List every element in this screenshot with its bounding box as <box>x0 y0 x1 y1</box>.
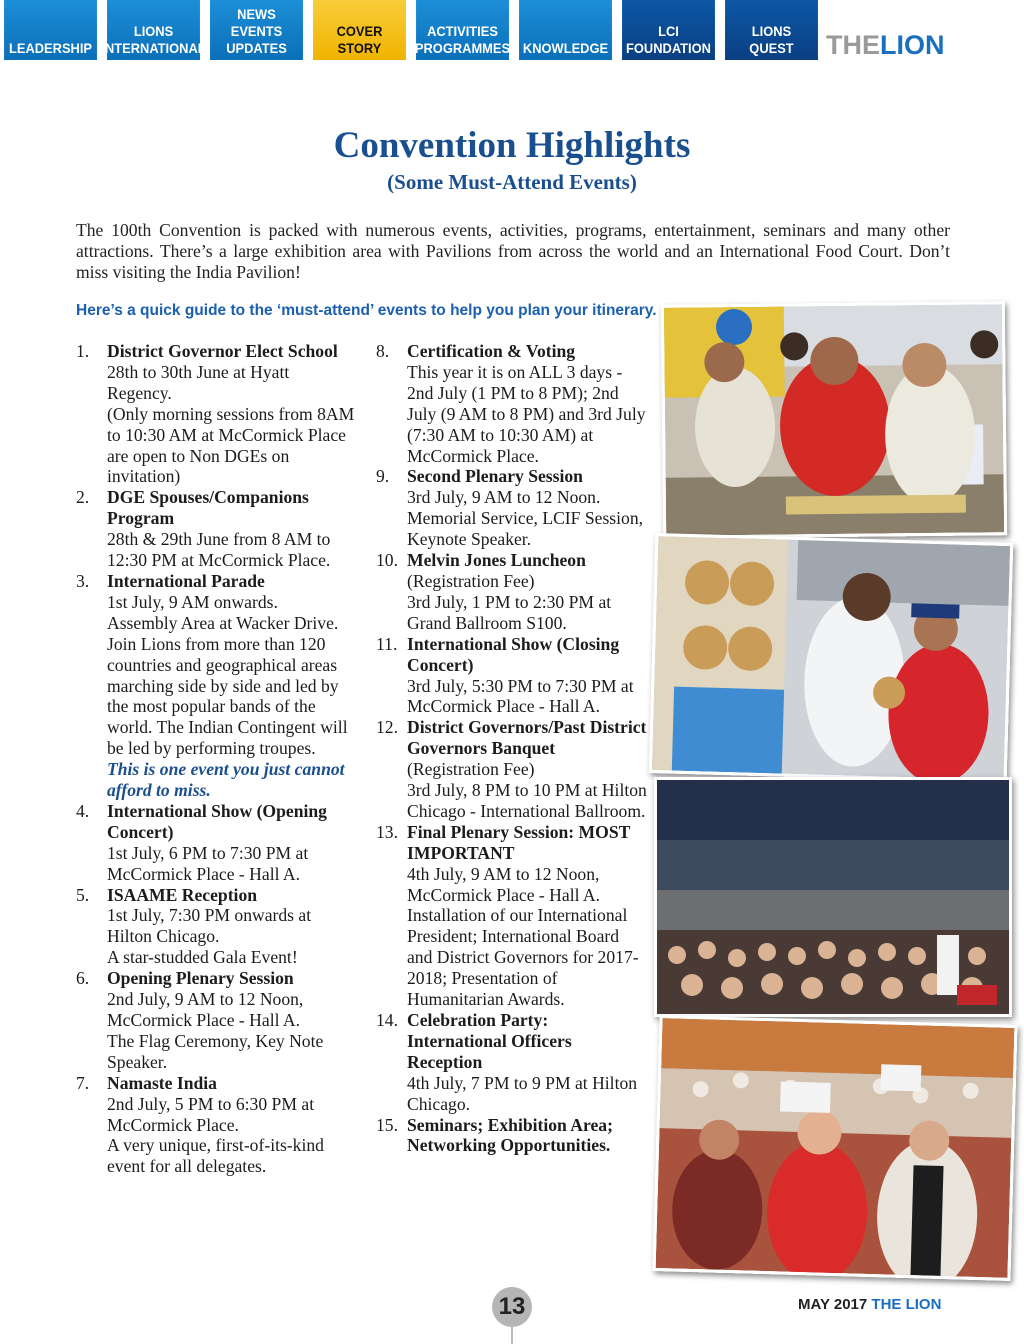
event-name: Melvin Jones Luncheon <box>407 550 586 571</box>
event-item <box>76 1073 356 1178</box>
footer-date: MAY 2017 <box>798 1296 868 1313</box>
event-number: 12. <box>376 717 398 738</box>
event-number: 6. <box>76 968 90 989</box>
event-detail-line: 2nd July, 9 AM to 12 Noon, McCormick Place - Hall A. <box>107 989 304 1030</box>
tab-label: LIONS INTERNATIONAL <box>101 23 206 56</box>
tab-lci-foundation[interactable] <box>622 0 715 60</box>
event-name: International Parade <box>107 570 265 591</box>
event-item <box>376 466 648 550</box>
event-name: ISAAME Reception <box>107 884 258 905</box>
tab-knowledge[interactable] <box>519 0 612 60</box>
event-number: 1. <box>76 341 90 361</box>
tab-label: KNOWLEDGE <box>522 40 609 56</box>
event-number: 14. <box>376 1010 398 1030</box>
event-item <box>376 634 648 718</box>
event-detail-line: 1st July, 7:30 PM onwards at Hilton Chicago. <box>107 905 312 947</box>
event-details <box>107 1073 356 1178</box>
event-detail-line: A very unique, first-of-its-kind event for all delegates. <box>107 1135 324 1177</box>
footer-issue <box>798 1296 941 1313</box>
events-list-right <box>376 341 648 1156</box>
event-name: DGE Spouses/Companions Program <box>107 487 309 529</box>
event-name: District Governor Elect School <box>107 341 338 361</box>
event-detail-line: Join Lions from more than 120 countries and geographical areas marching side by side and led by the most popular bands of the world. The Indian Contingent will be led by performing troupes. <box>107 633 348 759</box>
event-item <box>76 341 356 487</box>
tab-label: ACTIVITIES PROGRAMMES <box>414 23 511 56</box>
logo-the: THE <box>826 30 880 60</box>
event-item <box>376 1115 648 1157</box>
event-details <box>407 822 648 1010</box>
tab-label: LCI FOUNDATION <box>626 23 711 56</box>
tab-label: COVER STORY <box>336 23 383 56</box>
event-details <box>407 717 648 822</box>
event-details <box>107 571 356 801</box>
event-detail-line: A star-studded Gala Event! <box>107 947 298 968</box>
page-subtitle: (Some Must-Attend Events) <box>387 170 637 194</box>
event-number: 4. <box>76 800 90 821</box>
event-details <box>107 885 356 969</box>
event-name: International Show (Closing Concert) <box>407 633 620 675</box>
event-detail-line: 3rd July, 5:30 PM to 7:30 PM at McCormick Place - Hall A. <box>407 675 634 717</box>
event-details <box>107 341 356 487</box>
tab-cover-story[interactable] <box>313 0 406 60</box>
event-highlight-note: This is one event you just cannot afford to miss. <box>107 759 345 801</box>
event-detail-line: 4th July, 9 AM to 12 Noon, McCormick Place - Hall A. <box>407 863 600 905</box>
event-detail-line: 1st July, 9 AM onwards. <box>107 591 278 612</box>
page-number: 13 <box>492 1287 532 1327</box>
event-detail-line: 3rd July, 9 AM to 12 Noon. <box>407 487 601 508</box>
tab-label: LIONS QUEST <box>749 23 794 56</box>
event-item <box>376 341 648 466</box>
event-details <box>107 968 356 1073</box>
event-detail-line: Memorial Service, LCIF Session, Keynote Speaker. <box>407 508 644 550</box>
tab-lions-quest[interactable] <box>725 0 818 60</box>
the-lion-logo <box>826 30 945 61</box>
events-list-left <box>76 341 356 1177</box>
event-details <box>407 341 648 466</box>
event-item <box>376 550 648 634</box>
event-detail-line: 1st July, 6 PM to 7:30 PM at McCormick Place - Hall A. <box>107 842 309 884</box>
event-item <box>76 801 356 885</box>
event-details <box>407 466 648 550</box>
event-number: 7. <box>76 1072 90 1093</box>
event-detail-line: 3rd July, 1 PM to 2:30 PM at Grand Ballroom S100. <box>407 591 612 633</box>
event-item <box>76 885 356 969</box>
event-item <box>76 968 356 1073</box>
tab-news-events-updates[interactable] <box>210 0 303 60</box>
event-details <box>107 487 356 571</box>
event-detail-line: 28th to 30th June at Hyatt Regency. <box>107 361 290 403</box>
event-name: Namaste India <box>107 1072 217 1093</box>
event-detail-line: 2nd July, 5 PM to 6:30 PM at McCormick Place. <box>107 1093 315 1135</box>
event-name: Celebration Party: International Officers Reception <box>407 1010 572 1072</box>
event-detail-line: (Only morning sessions from 8AM to 10:30 AM at McCormick Place are open to Non DGEs on invitation) <box>107 403 355 487</box>
event-details <box>407 1010 648 1115</box>
event-detail-line: 4th July, 7 PM to 9 PM at Hilton Chicago. <box>407 1072 638 1114</box>
event-detail-line: Assembly Area at Wacker Drive. <box>107 612 339 633</box>
event-name: Final Plenary Session: MOST IMPORTANT <box>407 821 631 863</box>
event-detail-line: (Registration Fee) <box>407 570 535 591</box>
event-number: 9. <box>376 466 390 487</box>
event-details <box>407 1115 648 1157</box>
page-number-stem <box>511 1327 513 1344</box>
event-details <box>407 550 648 634</box>
event-name: Opening Plenary Session <box>107 968 294 989</box>
event-item <box>76 487 356 571</box>
event-item <box>76 571 356 801</box>
page-title: Convention Highlights <box>333 125 691 166</box>
convention-audience-photo <box>654 777 1012 1017</box>
event-number: 15. <box>376 1114 398 1135</box>
event-detail-line: Installation of our International President; International Board and District Governors for 2017-2018; Presentation of Humanitarian Awards. <box>407 905 639 1010</box>
event-detail-line: The Flag Ceremony, Key Note Speaker. <box>107 1030 324 1072</box>
tab-lions-international[interactable] <box>101 0 206 60</box>
event-name: Second Plenary Session <box>407 466 583 487</box>
event-details <box>407 634 648 718</box>
event-item <box>376 1010 648 1115</box>
event-number: 3. <box>76 570 90 591</box>
event-detail-line: (Registration Fee) <box>407 759 535 780</box>
event-number: 10. <box>376 550 398 571</box>
event-name: International Show (Opening Concert) <box>107 800 327 842</box>
guide-heading: Here’s a quick guide to the ‘must-attend’ events to help you plan your itinerary. <box>76 302 657 319</box>
event-detail-line: This year it is on ALL 3 days - 2nd July (1 PM to 8 PM); 2nd July (9 AM to 8 PM) and 3rd July (7:30 AM to 10:30 AM) at McCormick Place. <box>407 361 646 466</box>
event-item <box>376 822 648 1010</box>
event-number: 2. <box>76 487 90 508</box>
event-detail-line: 28th & 29th June from 8 AM to 12:30 PM at McCormick Place. <box>107 529 331 571</box>
mascot-stall-photo <box>649 533 1014 783</box>
tab-activities-programmes[interactable] <box>416 0 509 60</box>
event-detail-line: 3rd July, 8 PM to 10 PM at Hilton Chicago - International Ballroom. <box>407 780 647 821</box>
logo-lion: LION <box>880 30 945 60</box>
footer-brand: THE LION <box>871 1296 942 1313</box>
tab-label: LEADERSHIP <box>8 40 93 56</box>
event-number: 11. <box>376 633 398 654</box>
event-name: Certification & Voting <box>407 341 576 361</box>
event-item <box>376 717 648 822</box>
exhibition-crowd-photo <box>661 301 1007 539</box>
intro-paragraph: The 100th Convention is packed with numerous events, activities, programs, entertainment, seminars and many other attractions. There’s a large exhibition area with Pavilions from across the world and an International Food Court. Don’t miss visiting the India Pavilion! <box>76 220 950 282</box>
event-details <box>107 801 356 885</box>
event-number: 8. <box>376 341 390 361</box>
event-number: 13. <box>376 821 398 842</box>
top-navigation <box>0 0 1024 62</box>
event-number: 5. <box>76 884 90 905</box>
celebration-party-photo <box>652 1015 1017 1281</box>
event-name: District Governors/Past District Governors Banquet <box>407 717 647 759</box>
tab-leadership[interactable] <box>4 0 97 60</box>
event-name: Seminars; Exhibition Area; Networking Opportunities. <box>407 1114 613 1156</box>
tab-label: NEWS EVENTS UPDATES <box>226 6 287 56</box>
